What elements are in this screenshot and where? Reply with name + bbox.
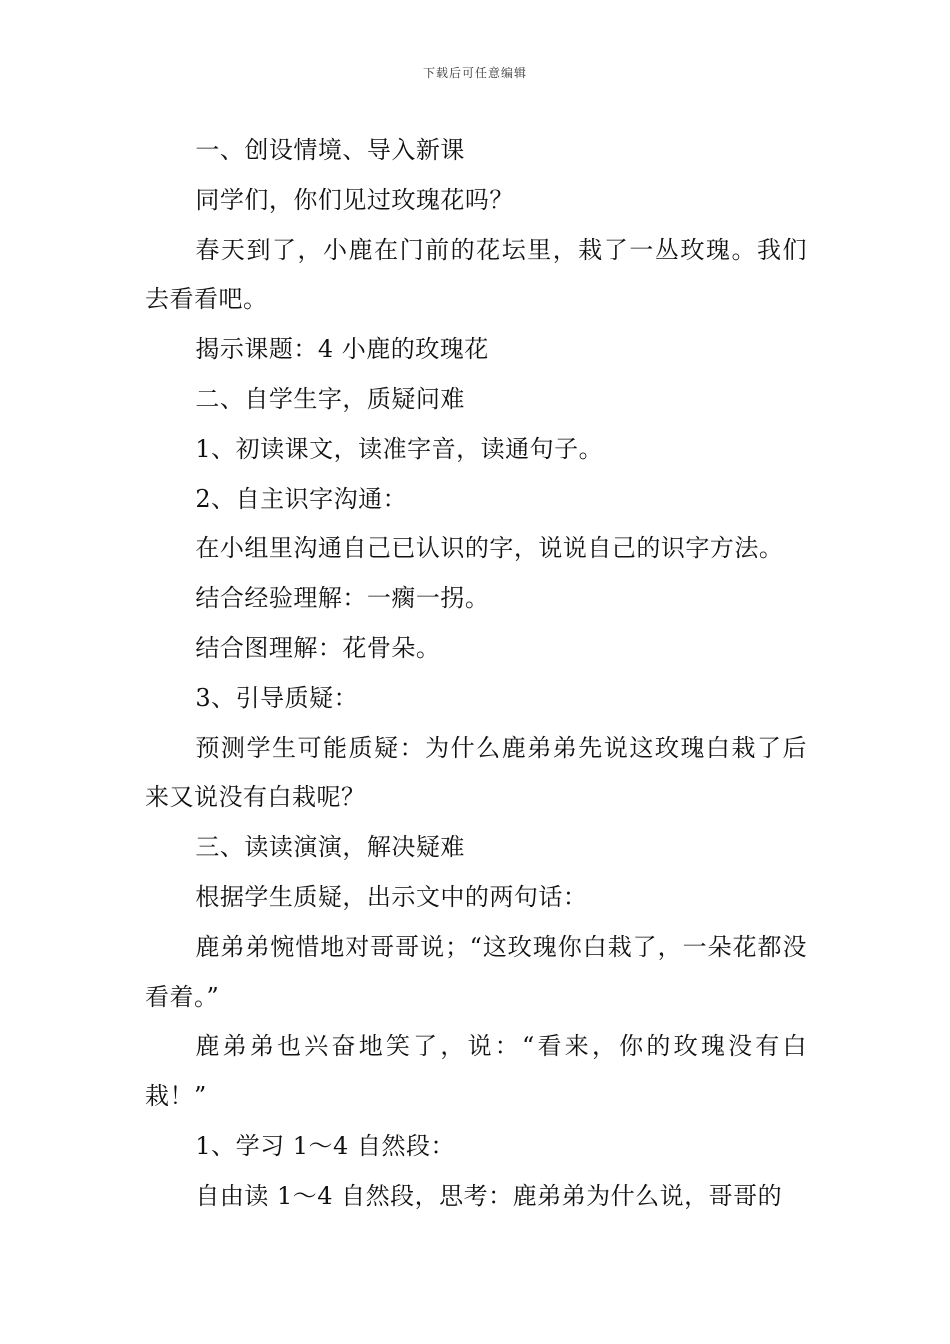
document-body [145,126,807,1222]
paragraph: 鹿弟弟也兴奋地笑了，说：“看来，你的玫瑰没有白栽！” [145,1032,807,1111]
paragraph: 二、自学生字，质疑问难 [195,384,465,413]
paragraph: 根据学生质疑，出示文中的两句话： [195,882,588,911]
paragraph: 2、自主识字沟通： [195,484,408,513]
paragraph: 1、初读课文，读准字音，读通句子。 [195,434,604,463]
paragraph: 在小组里沟通自己已认识的字，说说自己的识字方法。 [195,534,784,563]
paragraph: 鹿弟弟惋惜地对哥哥说；“这玫瑰你白栽了，一朵花都没看着。” [145,932,807,1011]
paragraph: 揭示课题：4 小鹿的玫瑰花 [195,335,489,364]
paragraph: 春天到了，小鹿在门前的花坛里，栽了一丛玫瑰。我们去看看吧。 [145,235,807,314]
paragraph: 结合经验理解：一瘸一拐。 [195,584,490,613]
page-header-note: 下载后可任意编辑 [422,66,527,80]
paragraph: 一、创设情境、导入新课 [195,136,465,164]
paragraph: 3、引导质疑： [195,683,359,712]
paragraph: 同学们，你们见过玫瑰花吗？ [195,185,514,214]
paragraph: 自由读 1～4 自然段，思考：鹿弟弟为什么说，哥哥的 [195,1181,783,1210]
paragraph: 三、读读演演，解决疑难 [195,833,465,862]
paragraph: 预测学生可能质疑：为什么鹿弟弟先说这玫瑰白栽了后来又说没有白栽呢？ [145,733,807,812]
paragraph: 1、学习 1～4 自然段： [195,1131,455,1160]
paragraph: 结合图理解：花骨朵。 [195,633,441,662]
